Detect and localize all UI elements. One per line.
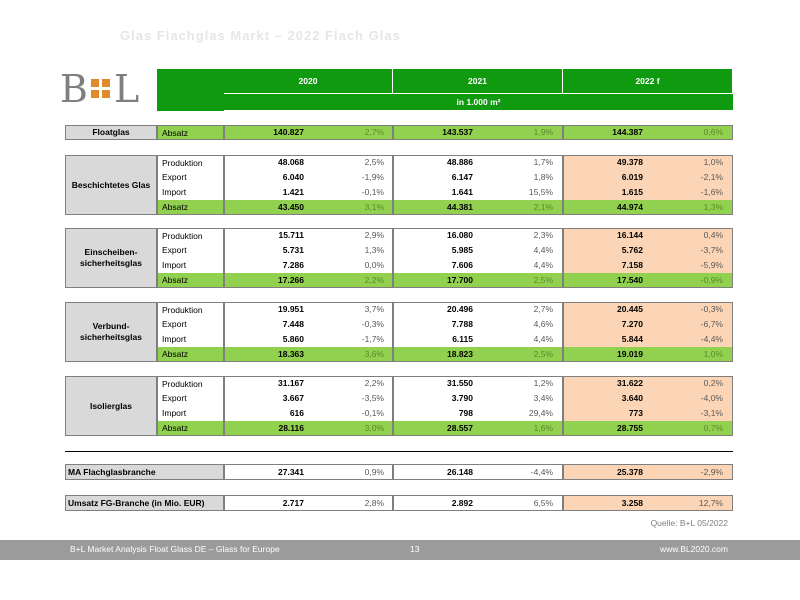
value: 6.040	[282, 172, 304, 182]
value: 143.537	[442, 127, 473, 137]
row-label: Import	[157, 332, 224, 347]
row-label: Absatz	[157, 125, 224, 140]
change-percent: 4,4%	[533, 334, 553, 344]
row-label: Produktion	[157, 155, 224, 170]
change-percent: 1,0%	[703, 157, 723, 167]
value: 3.640	[621, 393, 643, 403]
value: 27.341	[278, 467, 304, 477]
value: 7.286	[282, 260, 304, 270]
value: 48.886	[447, 157, 473, 167]
value: 3.667	[282, 393, 304, 403]
change-percent: 1,9%	[533, 127, 553, 137]
change-percent: 2,7%	[364, 127, 384, 137]
change-percent: 1,3%	[364, 245, 384, 255]
change-percent: 3,4%	[533, 393, 553, 403]
value: 15.711	[278, 230, 304, 240]
value: 7.158	[621, 260, 643, 270]
value: 2.717	[282, 498, 304, 508]
change-percent: 0,6%	[703, 127, 723, 137]
row-label: Export	[157, 243, 224, 258]
change-percent: 2,5%	[364, 157, 384, 167]
total-label-1: Umsatz FG-Branche (in Mio. EUR)	[65, 495, 224, 511]
value: 6.115	[452, 334, 473, 344]
change-percent: -4,0%	[700, 393, 723, 403]
source-note: Quelle: B+L 05/2022	[650, 518, 728, 528]
change-percent: -5,9%	[700, 260, 723, 270]
section-label-0: Floatglas	[65, 125, 157, 140]
value: 7.606	[451, 260, 473, 270]
section-label-2: Einscheiben-sicherheitsglas	[65, 228, 157, 288]
change-percent: -0,9%	[700, 275, 723, 285]
value: 31.550	[447, 378, 473, 388]
row-label: Absatz	[157, 200, 224, 215]
change-percent: 1,3%	[703, 202, 723, 212]
value: 17.540	[617, 275, 643, 285]
change-percent: -2,1%	[700, 172, 723, 182]
value: 19.951	[278, 304, 304, 314]
change-percent: 1,0%	[703, 349, 723, 359]
value: 18.363	[278, 349, 304, 359]
footer-title: B+L Market Analysis Float Glass DE – Glass for Europe	[70, 544, 280, 554]
change-percent: 4,4%	[533, 245, 553, 255]
value: 20.445	[617, 304, 643, 314]
value: 5.731	[282, 245, 304, 255]
change-percent: 2,9%	[364, 230, 384, 240]
row-label: Import	[157, 258, 224, 273]
value: 43.450	[278, 202, 304, 212]
change-percent: -6,7%	[700, 319, 723, 329]
value: 16.144	[617, 230, 643, 240]
change-percent: 12,7%	[698, 498, 723, 508]
change-percent: 2,8%	[364, 498, 384, 508]
change-percent: 4,6%	[533, 319, 553, 329]
year-header-1: 2021	[393, 69, 563, 93]
change-percent: 0,7%	[703, 423, 723, 433]
logo-letter-l: L	[113, 67, 140, 111]
change-percent: -4,4%	[530, 467, 553, 477]
value: 6.147	[451, 172, 473, 182]
change-percent: -3,1%	[700, 408, 723, 418]
change-percent: 3,0%	[364, 423, 384, 433]
divider-line	[65, 451, 733, 452]
change-percent: 15,5%	[528, 187, 553, 197]
value: 5.762	[621, 245, 643, 255]
row-label: Export	[157, 317, 224, 332]
change-percent: -0,1%	[361, 187, 384, 197]
logo-plus-icon	[91, 79, 111, 99]
value: 5.860	[282, 334, 304, 344]
change-percent: -1,6%	[700, 187, 723, 197]
value: 28.116	[278, 423, 304, 433]
change-percent: 2,2%	[364, 378, 384, 388]
change-percent: 4,4%	[533, 260, 553, 270]
value: 5.844	[621, 334, 643, 344]
bl-logo	[60, 67, 156, 111]
logo-letter-b: B	[60, 67, 88, 111]
value: 6.019	[621, 172, 643, 182]
row-label: Absatz	[157, 273, 224, 288]
change-percent: 0,4%	[703, 230, 723, 240]
value: 1.421	[282, 187, 304, 197]
value: 20.496	[447, 304, 473, 314]
change-percent: 3,1%	[364, 202, 384, 212]
total-label-0: MA Flachglasbranche	[65, 464, 224, 480]
value: 773	[628, 408, 643, 418]
change-percent: -0,1%	[361, 408, 384, 418]
value: 5.985	[451, 245, 473, 255]
value: 49.378	[617, 157, 643, 167]
change-percent: -2,9%	[700, 467, 723, 477]
change-percent: -0,3%	[361, 319, 384, 329]
change-percent: 2,5%	[533, 349, 553, 359]
change-percent: -3,5%	[361, 393, 384, 403]
change-percent: 2,7%	[533, 304, 553, 314]
value: 7.448	[282, 319, 304, 329]
change-percent: 1,2%	[533, 378, 553, 388]
value: 44.381	[447, 202, 473, 212]
value: 26.148	[447, 467, 473, 477]
value: 16.080	[447, 230, 473, 240]
value: 140.827	[273, 127, 304, 137]
change-percent: 1,8%	[533, 172, 553, 182]
value: 31.622	[617, 378, 643, 388]
change-percent: 3,6%	[364, 349, 384, 359]
value: 31.167	[278, 378, 304, 388]
change-percent: -1,9%	[361, 172, 384, 182]
change-percent: -4,4%	[700, 334, 723, 344]
slide-title-faded: Glas Flachglas Markt – 2022 Flach Glas	[120, 28, 401, 43]
value: 28.557	[447, 423, 473, 433]
change-percent: -1,7%	[361, 334, 384, 344]
change-percent: 0,2%	[703, 378, 723, 388]
year-header-0: 2020	[224, 69, 393, 93]
year-header-2: 2022 f	[563, 69, 733, 93]
footer-url: www.BL2020.com	[659, 544, 728, 554]
row-label: Produktion	[157, 376, 224, 391]
value: 7.788	[451, 319, 473, 329]
value: 616	[289, 408, 304, 418]
row-label: Absatz	[157, 421, 224, 436]
value: 25.378	[617, 467, 643, 477]
row-label: Export	[157, 391, 224, 406]
value: 17.700	[447, 275, 473, 285]
change-percent: -0,3%	[700, 304, 723, 314]
value: 19.019	[617, 349, 643, 359]
change-percent: 29,4%	[528, 408, 553, 418]
section-label-1: Beschichtetes Glas	[65, 155, 157, 215]
value: 18.823	[447, 349, 473, 359]
value: 3.790	[451, 393, 473, 403]
row-label: Produktion	[157, 302, 224, 317]
header-spacer	[157, 69, 224, 111]
value: 144.387	[612, 127, 643, 137]
change-percent: -3,7%	[700, 245, 723, 255]
row-label: Import	[157, 406, 224, 421]
change-percent: 2,1%	[533, 202, 553, 212]
row-label: Produktion	[157, 228, 224, 243]
value: 48.068	[278, 157, 304, 167]
section-label-3: Verbund-sicherheitsglas	[65, 302, 157, 362]
change-percent: 6,5%	[533, 498, 553, 508]
change-percent: 1,6%	[533, 423, 553, 433]
change-percent: 2,5%	[533, 275, 553, 285]
change-percent: 2,2%	[364, 275, 384, 285]
change-percent: 0,0%	[364, 260, 384, 270]
section-label-4: Isolierglas	[65, 376, 157, 436]
value: 3.258	[621, 498, 643, 508]
change-percent: 1,7%	[533, 157, 553, 167]
row-label: Export	[157, 170, 224, 185]
value: 28.755	[617, 423, 643, 433]
value: 2.892	[451, 498, 473, 508]
change-percent: 0,9%	[364, 467, 384, 477]
page-number: 13	[410, 544, 420, 554]
value: 7.270	[621, 319, 643, 329]
value: 798	[458, 408, 473, 418]
footer-bar	[0, 540, 800, 560]
unit-header: in 1.000 m²	[224, 94, 733, 110]
row-label: Import	[157, 185, 224, 200]
value: 1.615	[621, 187, 643, 197]
value: 44.974	[617, 202, 643, 212]
change-percent: 3,7%	[364, 304, 384, 314]
change-percent: 2,3%	[533, 230, 553, 240]
row-label: Absatz	[157, 347, 224, 362]
value: 17.266	[278, 275, 304, 285]
value: 1.641	[451, 187, 473, 197]
